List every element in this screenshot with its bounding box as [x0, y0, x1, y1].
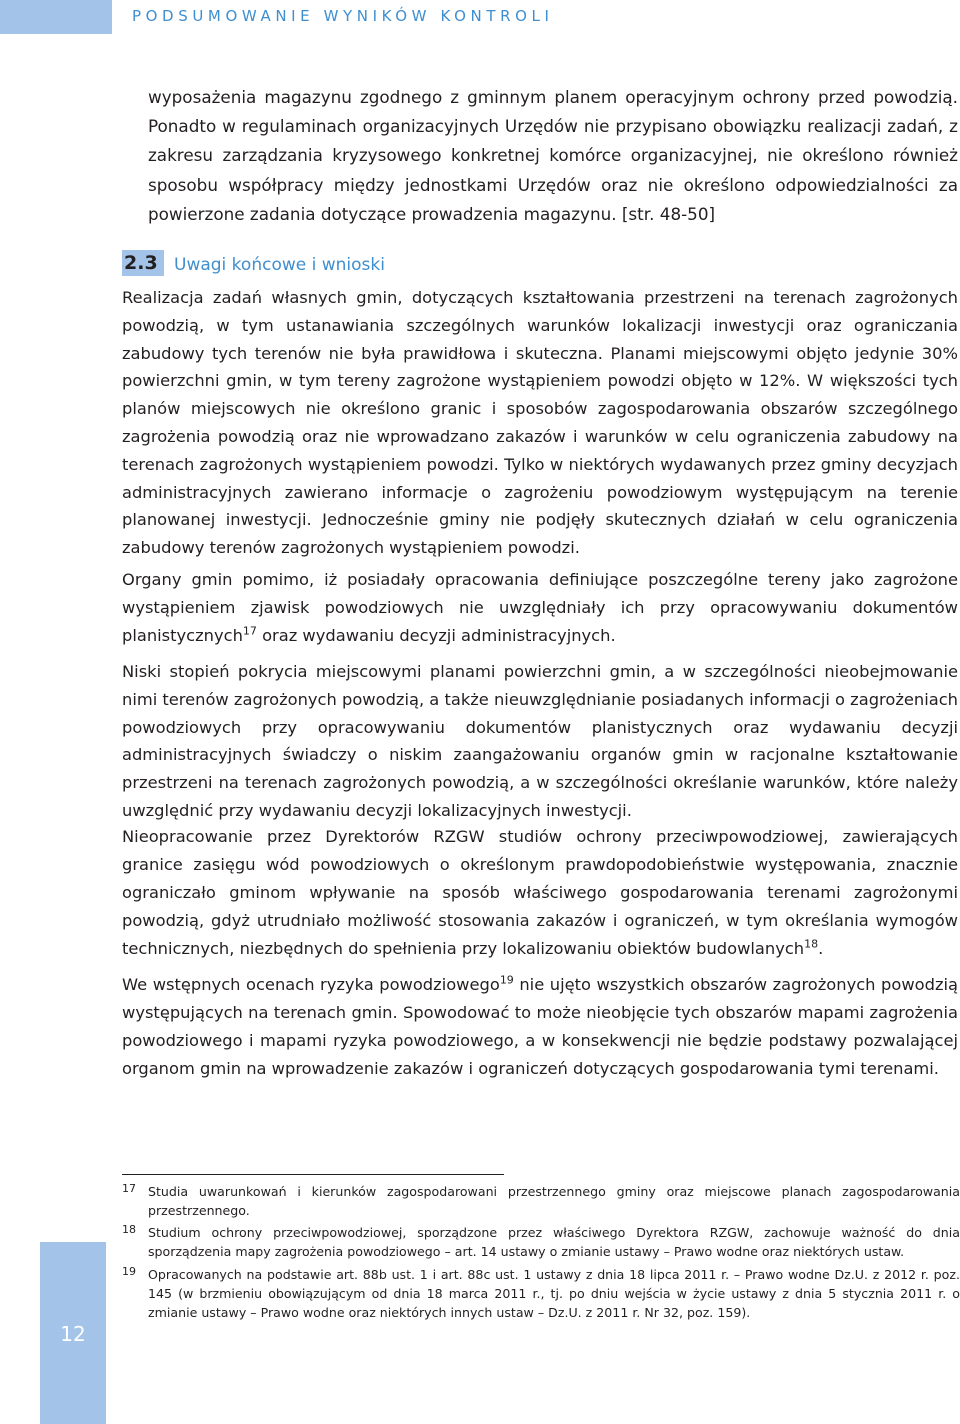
page-number-tab — [40, 1242, 106, 1424]
footnote-text: Opracowanych na podstawie art. 88b ust. 1 i art. 88c ust. 1 ustawy z dnia 18 lipca 2011 r. – Prawo wodne Dz.U. z 2012 r. poz. 145 (w brzmieniu obowiązującym od dnia 18 marca 2011 r., tj. po dniu wejścia w życie ustawy z dnia 5 stycznia 2011 r. o zmianie ustawy – Prawo wodne oraz niektórych innych ustaw – Dz.U. z 2011 r. Nr 32, poz. 159). — [148, 1267, 960, 1320]
footnote-number: 18 — [122, 1223, 136, 1236]
paragraph-realizacja: Realizacja zadań własnych gmin, dotyczących kształtowania przestrzeni na terenach zagrożonych powodzią, w tym ustanawiania szczególnych warunków lokalizacji inwestycji oraz ograniczania zabudowy tych terenów nie była prawidłowa i skuteczna. Planami miejscowymi objęto jedynie 30% powierzchni gmin, w tym tereny zagrożone wystąpieniem powodzi objęto w 12%. W większości tych planów miejscowych nie określono granic i sposobów zagospodarowania obszarów szczególnego zagrożenia powodzią oraz nie wprowadzano zakazów i warunków w celu ograniczenia zabudowy na terenach zagrożonych wystąpieniem powodzi. Tylko w niektórych wydawanych przez gminy decyzjach administracyjnych zawierano informacje o zagrożeniu powodziowym występującym na terenie planowanej inwestycji. Jednocześnie gminy nie podjęły skutecznych działań w celu ograniczenia zabudowy terenów zagrożonych wystąpieniem powodzi. — [122, 288, 958, 558]
paragraph-niski-stopien: Niski stopień pokrycia miejscowymi planami powierzchni gmin, a w szczególności nieobejmowanie nimi terenów zagrożonych powodzią, a także nieuwzględnianie posiadanych informacji o zagrożeniach powodziowych przy opracowywaniu dokumentów planistycznych oraz wydawaniu decyzji administracyjnych świadczy o niskim zaangażowaniu organów gmin w racjonalne kształtowanie przestrzeni na terenach zagrożonych powodzią, a w szczególności określanie warunków, które należy uwzględnić przy wydawaniu decyzji lokalizacyjnych inwestycji. — [122, 662, 958, 820]
paragraph-text: Organy gmin pomimo, iż posiadały opracowania definiujące poszczególne tereny jako zagrożone wystąpieniem zjawisk powodziowych nie uwzględniały ich przy opracowywaniu dokumentów planistycznych — [122, 570, 958, 645]
paragraph-text: Nieopracowanie przez Dyrektorów RZGW studiów ochrony przeciwpowodziowej, zawierających granice zasięgu wód powodziowych o określonym prawdopodobieństwie występowania, znacznie ograniczało gminom wpływanie na sposób właściwego gospodarowania terenami zagrożonymi powodzią, gdyż utrudniało możliwość stosowania zakazów i ograniczeń, w tym określania wymogów technicznych, niezbędnych do spełnienia przy lokalizowaniu obiektów budowlanych — [122, 827, 958, 958]
footnote-number: 19 — [122, 1265, 136, 1278]
paragraph-text: oraz wydawaniu decyzji administracyjnych. — [256, 626, 616, 645]
footnote-number: 17 — [122, 1182, 136, 1195]
running-header: PODSUMOWANIE WYNIKÓW KONTROLI — [132, 7, 554, 25]
paragraph-wstepne-oceny — [122, 971, 958, 1083]
paragraph-text: We wstępnych ocenach ryzyka powodziowego — [122, 975, 500, 994]
paragraph-text: nie ujęto wszystkich obszarów zagrożonych powodzią występujących na terenach gmin. Spowodować to może nieobjęcie tych obszarów mapami zagrożenia powodziowego i mapami ryzyka powodziowego, a w konsekwencji nie będzie podstawy pozwalającej organom gmin na wprowadzenie zakazów i ograniczeń dotyczących gospodarowania tymi terenami. — [122, 975, 958, 1078]
paragraph-organy-gmin — [122, 566, 958, 650]
footnote-text: Studium ochrony przeciwpowodziowej, sporządzone przez właściwego Dyrektora RZGW, zachowuje ważność do dnia sporządzenia mapy zagrożenia powodziowego – art. 14 ustawy o zmianie ustawy – Prawo wodne oraz niektórych ustaw. — [148, 1225, 960, 1259]
paragraph-text: . — [818, 939, 824, 958]
section-number: 2.3 — [122, 250, 164, 276]
page-number: 12 — [60, 1322, 86, 1346]
footnote-ref-19: 19 — [499, 973, 514, 987]
section-title: Uwagi końcowe i wnioski — [174, 255, 385, 275]
footnote-divider — [122, 1174, 504, 1175]
header-color-bar — [0, 0, 112, 34]
paragraph-intro: wyposażenia magazynu zgodnego z gminnym planem operacyjnym ochrony przed powodzią. Ponadto w regulaminach organizacyjnych Urzędów nie przypisano obowiązku realizacji zadań, z zakresu zarządzania kryzysowego konkretnej komórce organizacyjnej, nie określono również sposobu współpracy między jednostkami Urzędów oraz nie określono odpowiedzialności za powierzone zadania dotyczące prowadzenia magazynu. [str. 48-50] — [148, 87, 958, 224]
footnote-ref-17: 17 — [242, 624, 257, 638]
footnote-text: Studia uwarunkowań i kierunków zagospodarowani przestrzennego gminy oraz miejscowe planach zagospodarowania przestrzennego. — [148, 1184, 960, 1218]
footnote-ref-18: 18 — [804, 937, 819, 951]
paragraph-nieopracowanie — [122, 823, 958, 963]
